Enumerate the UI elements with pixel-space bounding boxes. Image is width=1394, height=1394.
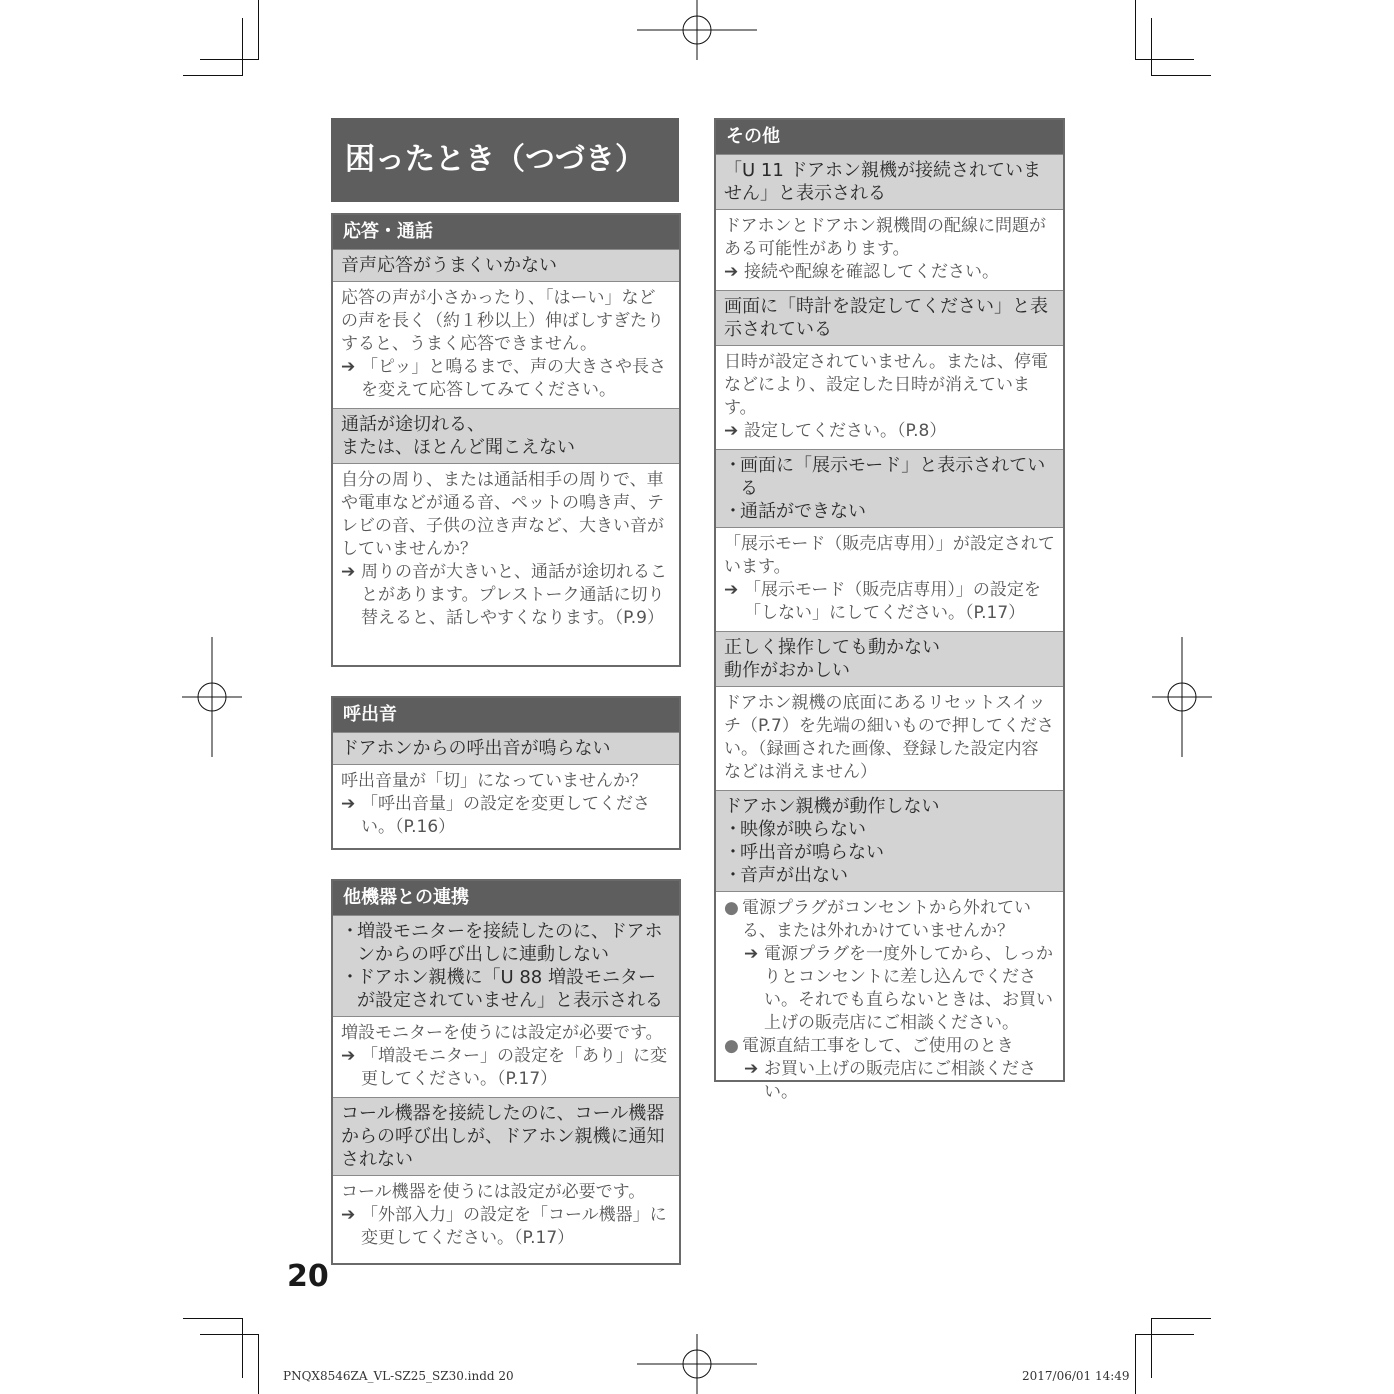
footer-file: PNQX8546ZA_VL-SZ25_SZ30.indd 20	[283, 1369, 514, 1383]
answer	[716, 209, 1063, 290]
section-other-devices	[331, 879, 681, 1265]
answer-text: 呼出音量が「切」になっていませんか？	[341, 771, 647, 791]
crop-mark	[242, 1318, 243, 1378]
arrow-icon: ➔	[744, 1059, 759, 1079]
answer-action	[341, 1045, 671, 1091]
answer-point	[724, 897, 1055, 943]
footer-datetime: 2017/06/01 14:49	[1022, 1369, 1130, 1383]
question-title: ドアホン親機が動作しない	[724, 796, 940, 817]
question: 正しく操作しても動かない 動作がおかしい	[716, 631, 1063, 686]
bullet-icon: ・	[724, 455, 742, 476]
answer-text: 自分の周り、または通話相手の周りで、車や電車などが通る音、ペットの鳴き声、テレビの音、子供の泣き声など、大きい音がしていませんか？	[341, 470, 664, 559]
action-text: 電源プラグを一度外してから、しっかりとコンセントに差し込んでください。それでも直らないときは、お買い上げの販売店にご相談ください。	[764, 944, 1053, 1033]
arrow-icon: ➔	[341, 794, 356, 814]
bullet-icon: ・	[724, 819, 742, 840]
question-bullet	[341, 966, 671, 1012]
question: ドアホンからの呼出音が鳴らない	[333, 732, 679, 764]
answer-text: 日時が設定されていません。または、停電などにより、設定した日時が消えています。	[724, 352, 1049, 418]
action-text: 「呼出音量」の設定を変更してください。（P.16）	[361, 794, 650, 837]
action-text: 周りの音が大きいと、通話が途切れることがあります。プレストーク通話に切り替えると、話しやすくなります。（P.9）	[361, 562, 667, 628]
crop-mark	[200, 59, 259, 60]
answer	[333, 764, 679, 845]
question: 音声応答がうまくいかない	[333, 249, 679, 281]
arrow-icon: ➔	[744, 944, 759, 964]
registration-mark	[1152, 637, 1212, 757]
section-answer-call	[331, 213, 681, 667]
action-text: 接続や配線を確認してください。	[744, 262, 999, 282]
answer	[716, 891, 1063, 1110]
section-header: 他機器との連携	[333, 881, 679, 915]
bullet-icon: ・	[724, 501, 742, 522]
action-text: お買い上げの販売店にご相談ください。	[764, 1059, 1036, 1102]
answer-action	[724, 420, 1055, 443]
section-header: 応答・通話	[333, 215, 679, 249]
question-bullet	[724, 454, 1055, 500]
action-text: 設定してください。（P.8）	[744, 421, 947, 441]
answer	[716, 527, 1063, 631]
crop-mark	[1135, 1334, 1194, 1335]
crop-mark	[1151, 75, 1211, 76]
arrow-icon: ➔	[341, 562, 356, 582]
registration-mark	[182, 637, 242, 757]
answer	[333, 463, 679, 636]
crop-mark	[183, 75, 243, 76]
section-other	[714, 118, 1065, 1102]
answer-text: 応答の声が小さかったり、「はーい」などの声を長く（約１秒以上）伸ばしすぎたりすると、うまく応答できません。	[341, 288, 664, 354]
crop-mark	[242, 18, 243, 76]
section-header: その他	[716, 120, 1063, 154]
crop-mark	[1135, 0, 1136, 60]
arrow-icon: ➔	[724, 580, 739, 600]
answer-action	[341, 1204, 671, 1250]
question-bullet	[724, 864, 1055, 887]
arrow-icon: ➔	[341, 1205, 356, 1225]
answer-action	[724, 1058, 1055, 1104]
question-bullet	[724, 500, 1055, 523]
question-bullet	[341, 920, 671, 966]
answer-text: 増設モニターを使うには設定が必要です。	[341, 1023, 663, 1043]
answer-action	[724, 261, 1055, 284]
question: コール機器を接続したのに、コール機器からの呼び出しが、ドアホン親機に通知されない	[333, 1097, 679, 1175]
page-number: 20	[287, 1259, 329, 1294]
crop-mark	[258, 1334, 259, 1394]
bullet-text: ドアホン親機に「U 88 増設モニターが設定されていません」と表示される	[357, 967, 663, 1011]
bullet-text: 画面に「展示モード」と表示されている	[740, 455, 1046, 499]
question	[716, 449, 1063, 527]
answer-text: ドアホンとドアホン親機間の配線に問題がある可能性があります。	[724, 216, 1046, 259]
crop-mark	[1151, 1318, 1211, 1319]
answer-action	[341, 793, 671, 839]
action-text: 「ピッ」と鳴るまで、声の大きさや長さを変えて応答してみてください。	[361, 357, 666, 400]
question-bullet	[724, 841, 1055, 864]
answer-action	[724, 579, 1055, 625]
section-header: 呼出音	[333, 698, 679, 732]
crop-mark	[200, 1334, 259, 1335]
crop-mark	[258, 0, 259, 60]
answer	[333, 281, 679, 408]
crop-mark	[1151, 18, 1152, 76]
crop-mark	[1151, 1318, 1152, 1378]
dot-icon: ●	[724, 1036, 739, 1056]
arrow-icon: ➔	[724, 421, 739, 441]
question-bullet	[724, 818, 1055, 841]
section-ringtone	[331, 696, 681, 850]
question: 通話が途切れる、 または、ほとんど聞こえない	[333, 408, 679, 463]
answer	[333, 1016, 679, 1097]
bullet-icon: ・	[724, 842, 742, 863]
registration-mark	[637, 0, 757, 60]
answer	[333, 1175, 679, 1256]
arrow-icon: ➔	[341, 357, 356, 377]
answer-text: コール機器を使うには設定が必要です。	[341, 1182, 646, 1202]
answer	[716, 686, 1063, 790]
answer-text: ドアホン親機の底面にあるリセットスイッチ（P.7）を先端の細いもので押してください。（録画された画像、登録した設定内容などは消えません）	[724, 693, 1054, 782]
action-text: 「増設モニター」の設定を「あり」に変更してください。（P.17）	[361, 1046, 667, 1089]
arrow-icon: ➔	[341, 1046, 356, 1066]
bullet-text: 増設モニターを接続したのに、ドアホンからの呼び出しに連動しない	[357, 921, 663, 965]
answer-point	[724, 1035, 1055, 1058]
dot-icon: ●	[724, 898, 739, 918]
crop-mark	[1135, 59, 1194, 60]
answer-action	[341, 356, 671, 402]
question	[333, 915, 679, 1016]
answer	[716, 345, 1063, 449]
registration-mark	[637, 1334, 757, 1394]
bullet-icon: ・	[341, 921, 359, 942]
crop-mark	[183, 1318, 243, 1319]
question: 画面に「時計を設定してください」と表示されている	[716, 290, 1063, 345]
question	[716, 790, 1063, 891]
bullet-text: 呼出音が鳴らない	[740, 842, 884, 863]
bullet-icon: ・	[341, 967, 359, 988]
point-text: 電源直結工事をして、ご使用のとき	[742, 1036, 1014, 1056]
crop-mark	[1135, 1334, 1136, 1394]
answer-action	[724, 943, 1055, 1035]
page-title: 困ったとき（つづき）	[331, 118, 679, 202]
bullet-text: 通話ができない	[740, 501, 866, 522]
bullet-text: 音声が出ない	[740, 865, 848, 886]
bullet-text: 映像が映らない	[740, 819, 866, 840]
arrow-icon: ➔	[724, 262, 739, 282]
answer-action	[341, 561, 671, 630]
answer-text: 「展示モード（販売店専用）」が設定されています。	[724, 534, 1055, 577]
bullet-icon: ・	[724, 865, 742, 886]
action-text: 「展示モード（販売店専用）」の設定を「しない」にしてください。（P.17）	[744, 580, 1041, 623]
action-text: 「外部入力」の設定を「コール機器」に変更してください。（P.17）	[361, 1205, 667, 1248]
point-text: 電源プラグがコンセントから外れている、または外れかけていませんか？	[742, 898, 1031, 941]
question: 「U 11 ドアホン親機が接続されていません」と表示される	[716, 154, 1063, 209]
